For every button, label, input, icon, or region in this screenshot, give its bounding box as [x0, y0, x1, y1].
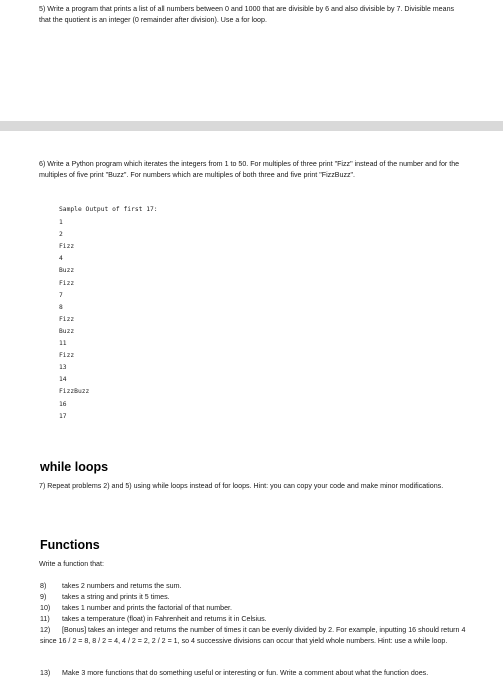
sample-output-line: 4 [59, 255, 63, 263]
function-item-number: 10) [40, 604, 51, 612]
problem-6-text: 6) Write a Python program which iterates the integers from 1 to 50. For multiples of three print "Fizz" instead of the number and for the multiples of five print "Buzz". For numbers which are multiples of both three and five print "FizzBuzz". [39, 160, 460, 179]
function-item [40, 625, 480, 646]
function-item-number: 9) [40, 593, 47, 601]
while-loops-heading: while loops [40, 460, 109, 474]
sample-output-line: 7 [59, 291, 63, 299]
problem-5-text: 5) Write a program that prints a list of all numbers between 0 and 1000 that are divisible by 6 and also divisible by 7. Divisible means that the quotient is an integer (0 remainder after division). Use a for loop. [39, 5, 455, 24]
sample-output-line: 1 [59, 219, 63, 226]
sample-output-line: Fizz [59, 279, 75, 287]
function-item-number: 8) [40, 582, 47, 590]
function-item-text: [Bonus] takes an integer and returns the number of times it can be evenly divided by 2. For example, inputting 16 should return 4 since 16 / 2 = 8, 8 / 2 = 4, 4 / 2 = 2, 2 / 2 = 1, so 4 successive divisions can occur that yield whole numbers. Hint: use a while loop. [40, 626, 466, 645]
function-item-text: takes a temperature (float) in Fahrenheit and returns it in Celsius. [62, 615, 267, 623]
sample-output-line: FizzBuzz [59, 388, 90, 396]
functions-heading: Functions [40, 538, 100, 552]
sample-output-line: Buzz [59, 267, 75, 275]
function-item-number: 12) [40, 626, 51, 634]
sample-output-line: 8 [59, 303, 63, 311]
sample-output-line: 14 [59, 376, 67, 384]
function-item-text: takes 1 number and prints the factorial of that number. [62, 604, 232, 612]
function-item-text: takes 2 numbers and returns the sum. [62, 582, 182, 590]
function-item-number: 13) [40, 669, 51, 677]
sample-output-line: Fizz [59, 243, 75, 251]
problem-7-text: 7) Repeat problems 2) and 5) using while loops instead of for loops. Hint: you can copy your code and make minor modifications. [39, 482, 444, 490]
function-item-text: takes a string and prints it 5 times. [62, 593, 170, 601]
sample-output-title: Sample Output of first 17: [59, 206, 158, 213]
sample-output-line: Fizz [59, 315, 75, 323]
functions-intro: Write a function that: [39, 560, 104, 568]
sample-output-line: Fizz [59, 352, 75, 360]
sample-output-line: 16 [59, 400, 67, 408]
function-item [40, 592, 480, 603]
function-item [40, 603, 480, 614]
sample-output-line: 11 [59, 340, 67, 347]
function-item [40, 668, 480, 679]
sample-output-line: 2 [59, 231, 63, 239]
function-item-number: 11) [40, 615, 50, 623]
sample-output-line: 17 [59, 412, 67, 420]
sample-output-line: Buzz [59, 327, 75, 335]
function-item [40, 614, 480, 625]
section-divider [0, 121, 503, 131]
function-item [40, 581, 480, 592]
sample-output-line: 13 [59, 364, 67, 372]
function-item-text: Make 3 more functions that do something useful or interesting or fun. Write a comment about what the function does. [62, 669, 429, 677]
